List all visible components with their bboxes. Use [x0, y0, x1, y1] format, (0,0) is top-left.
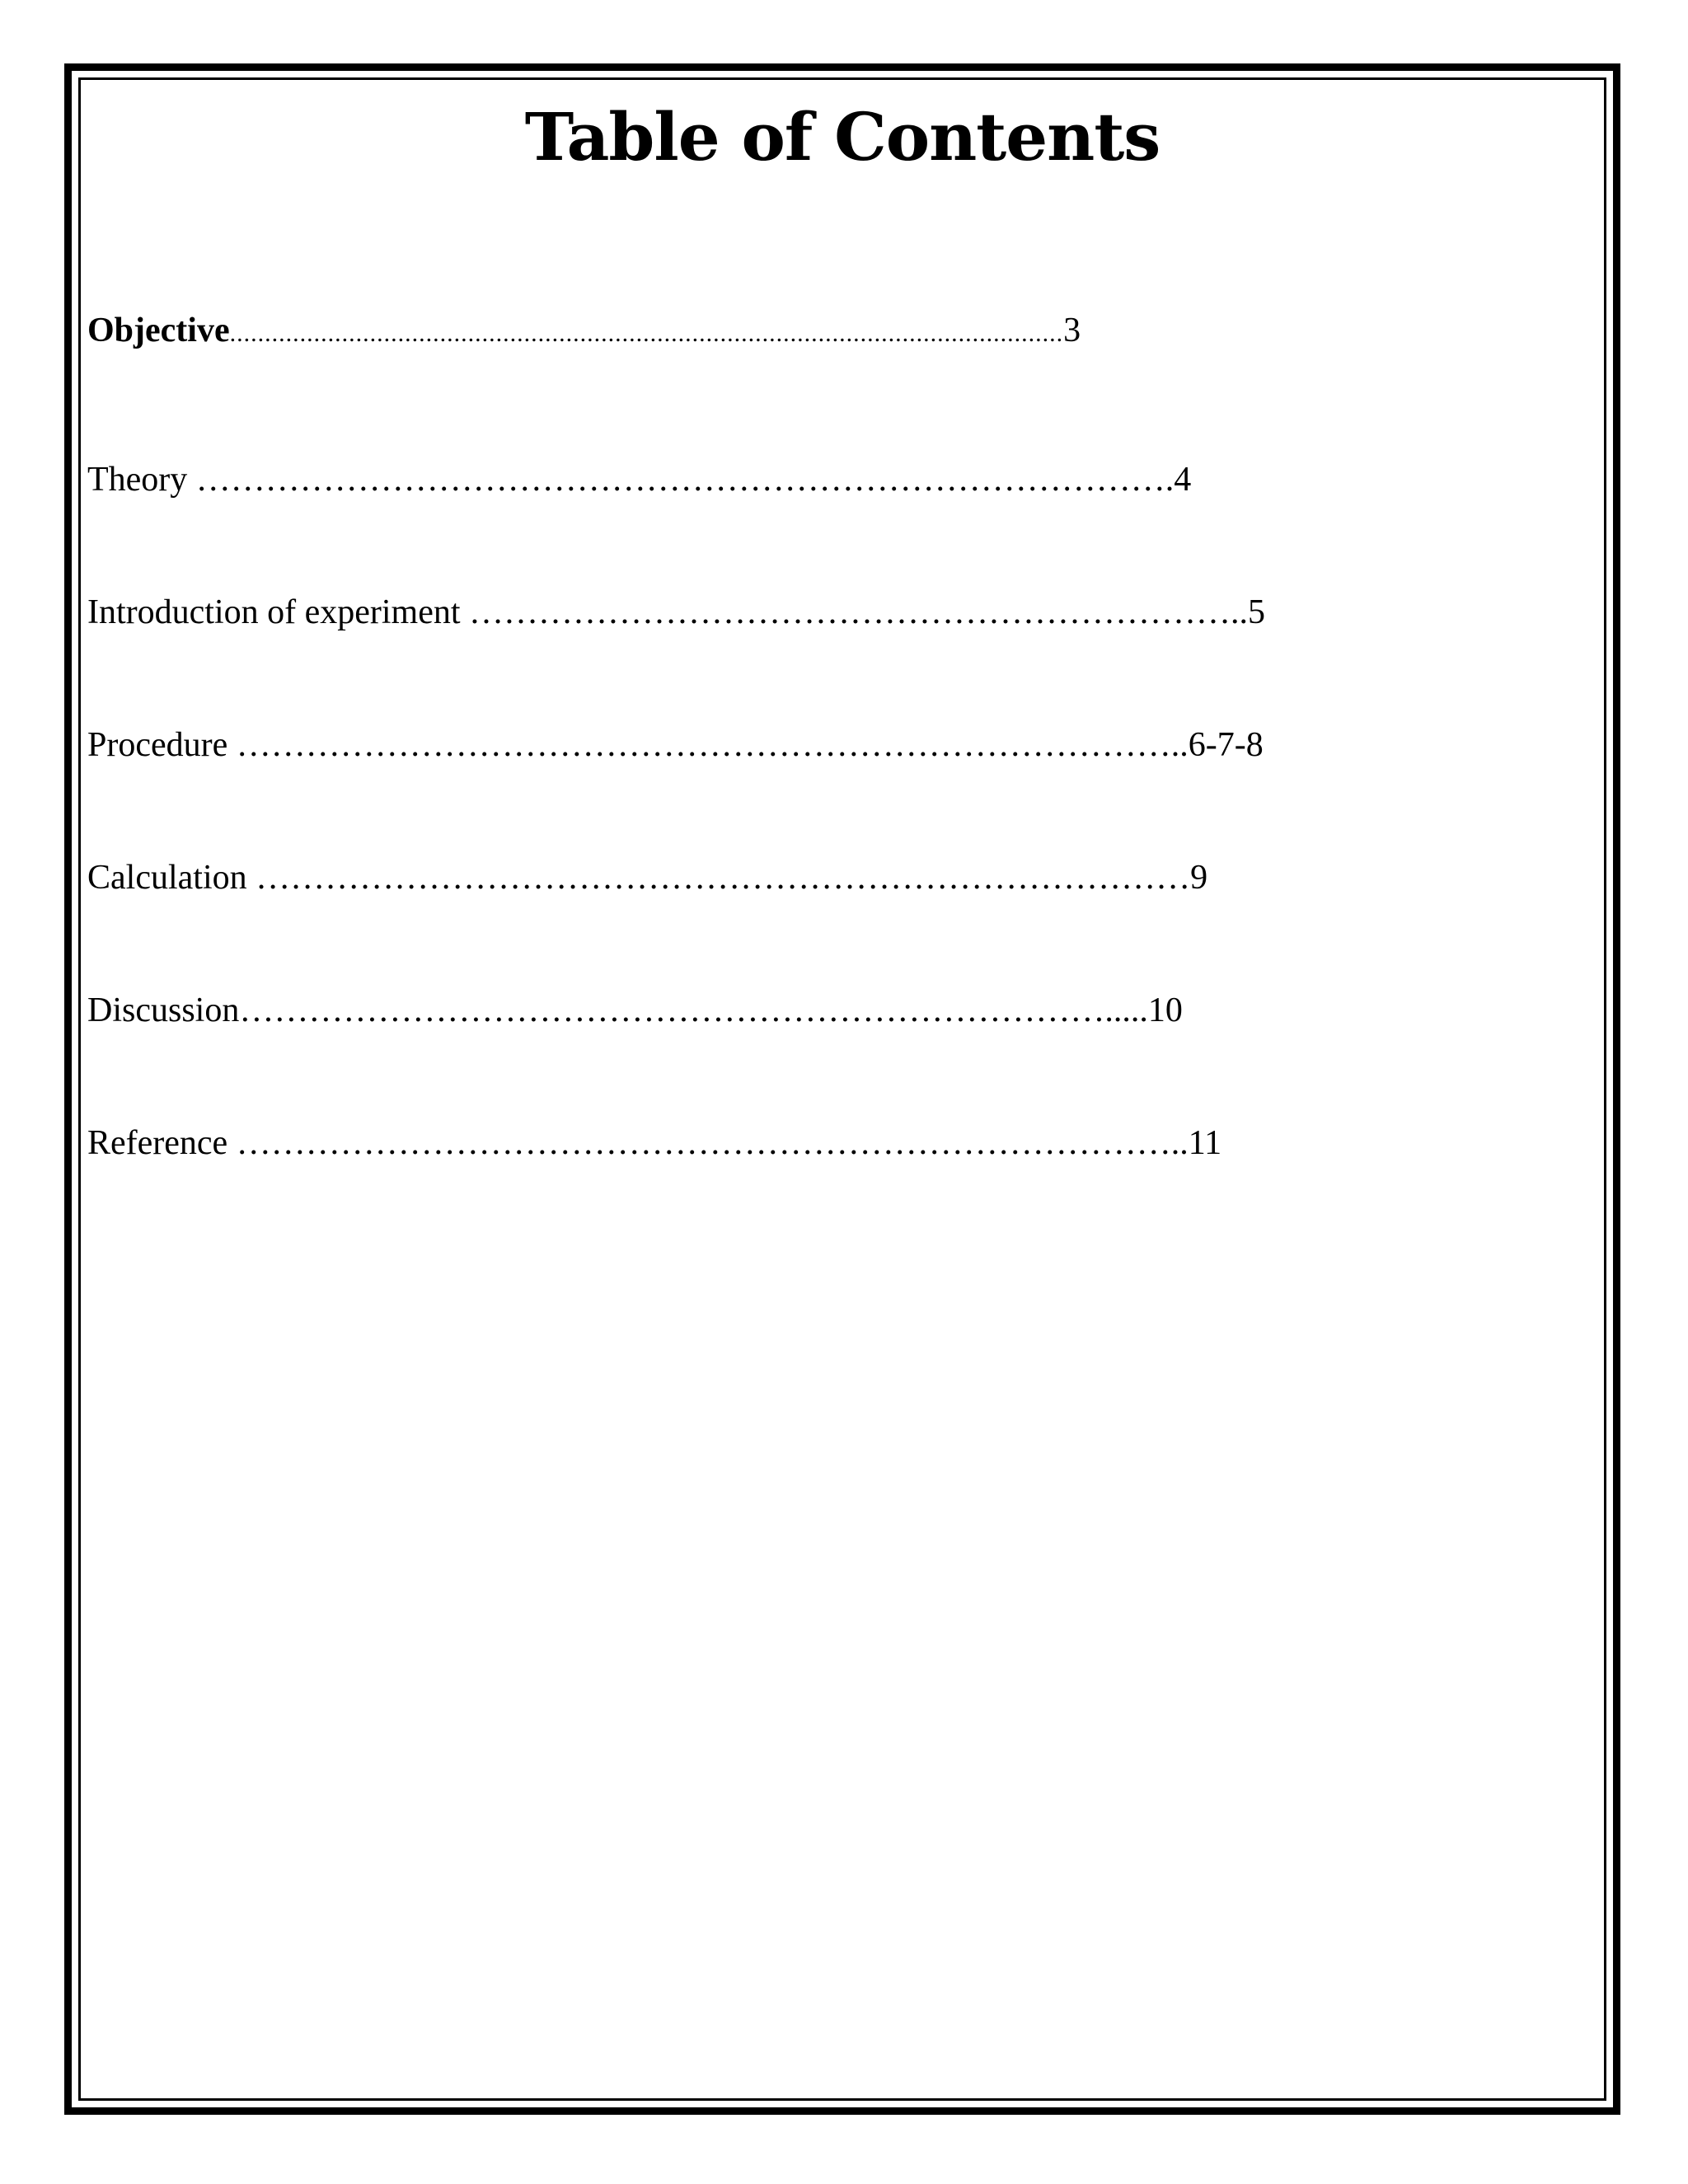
- toc-entry-leader: ………………………………………………………………………….: [195, 461, 1175, 499]
- toc-entry-label: Introduction of experiment: [87, 593, 470, 631]
- toc-entry-leader: .......................................................................................................................: [229, 320, 1064, 347]
- toc-entry-page: 10: [1147, 991, 1183, 1029]
- page-border: [64, 63, 1620, 2115]
- toc-entry-page: 11: [1188, 1124, 1222, 1162]
- toc-entry-label: Calculation: [87, 859, 256, 897]
- toc-entry-procedure[interactable]: [87, 724, 1264, 766]
- toc-entry-page: 9: [1190, 859, 1208, 897]
- toc-entry-page: 5: [1248, 593, 1266, 631]
- toc-entry-leader: ………………………………………………………………………..: [236, 726, 1189, 764]
- toc-entry-discussion[interactable]: [87, 989, 1183, 1032]
- toc-entry-objective[interactable]: [87, 309, 1081, 355]
- toc-entry-label: Reference: [87, 1124, 237, 1162]
- toc-entry-introduction[interactable]: [87, 591, 1265, 634]
- toc-entry-calculation[interactable]: [87, 856, 1207, 899]
- toc-entry-reference[interactable]: [87, 1122, 1221, 1165]
- toc-entry-leader: ………………………………………………………………………: [256, 859, 1191, 897]
- toc-entry-page: 4: [1174, 461, 1192, 499]
- toc-entry-leader: …………………………………………………………..: [469, 593, 1249, 631]
- toc-entry-label: Theory: [87, 461, 196, 499]
- toc-entry-leader: ………………………………………………………………….....: [239, 991, 1148, 1029]
- toc-entry-label: Discussion: [87, 991, 240, 1029]
- toc-entry-leader: ………………………………………………………………………..: [236, 1124, 1189, 1162]
- page-title: Table of Contents: [524, 98, 1160, 176]
- toc-entry-label: Objective: [87, 312, 230, 349]
- toc-entry-page: 6-7-8: [1188, 726, 1264, 764]
- toc-entry-label: Procedure: [87, 726, 237, 764]
- toc-list: [72, 71, 1613, 2107]
- toc-entry-theory[interactable]: [87, 458, 1191, 501]
- toc-entry-page: 3: [1063, 312, 1081, 349]
